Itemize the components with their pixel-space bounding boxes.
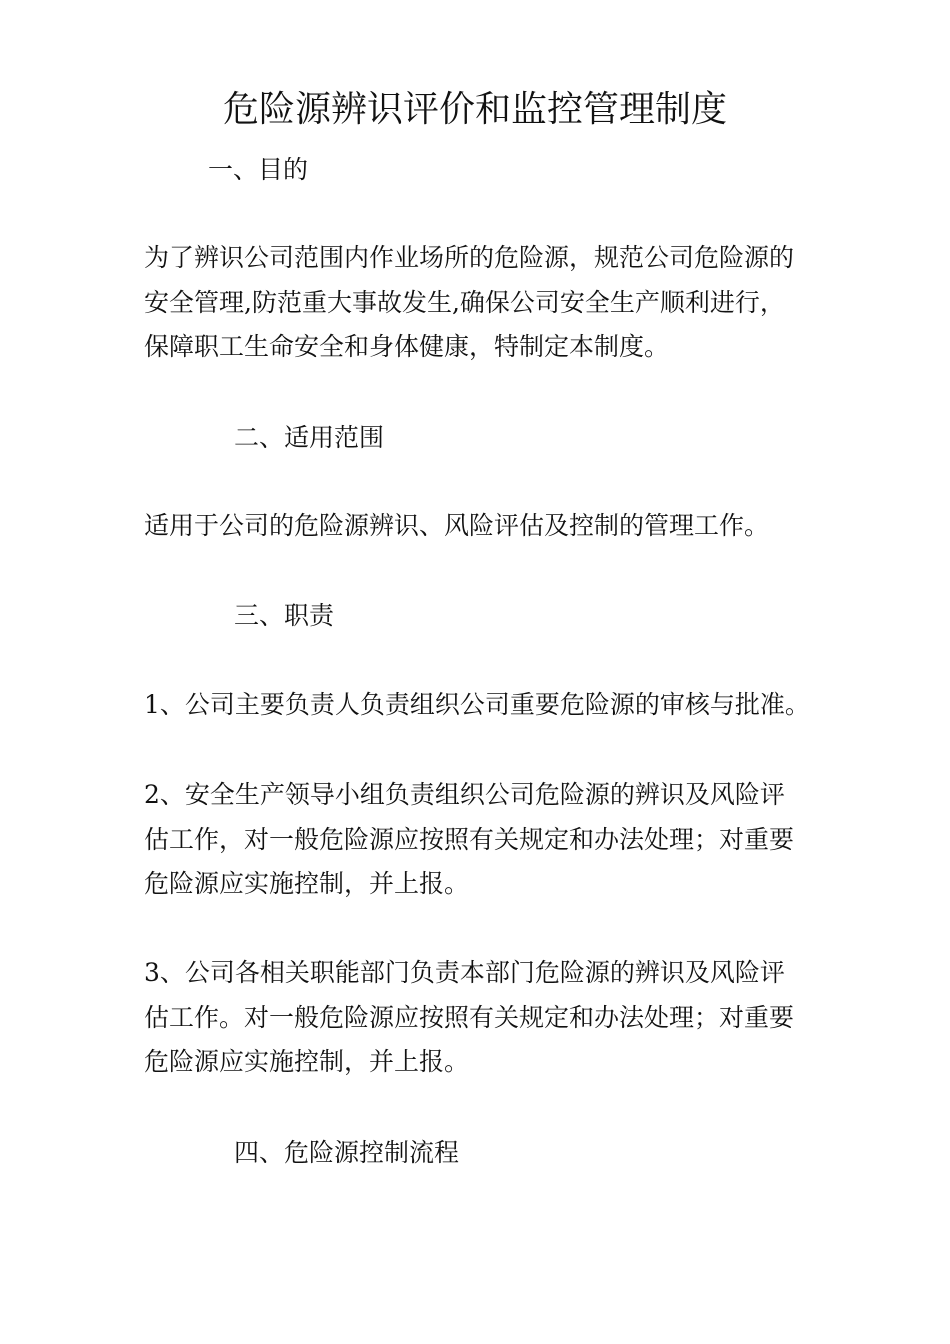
paragraph-line: 估工作，对一般危险源应按照有关规定和办法处理；对重要 [144, 824, 795, 854]
paragraph-line: 3、公司各相关职能部门负责本部门危险源的辨识及风险评 [144, 958, 785, 987]
section-heading-duties: 三、职责 [234, 601, 335, 630]
section-heading-scope: 二、适用范围 [234, 423, 385, 452]
section-heading-purpose: 一、目的 [208, 155, 309, 184]
paragraph-duty-3 [144, 951, 814, 1085]
paragraph-line: 2、安全生产领导小组负责组织公司危险源的辨识及风险评 [144, 780, 785, 809]
paragraph-line: 安全管理,防范重大事故发生,确保公司安全生产顺利进行， [144, 287, 785, 317]
paragraph-scope [144, 504, 814, 549]
paragraph-line: 保障职工生命安全和身体健康，特制定本制度。 [144, 332, 670, 361]
paragraph-duty-2 [144, 773, 814, 907]
paragraph-duty-1 [144, 683, 814, 728]
paragraph-line: 估工作。对一般危险源应按照有关规定和办法处理；对重要 [144, 1002, 795, 1032]
paragraph-purpose [144, 236, 814, 370]
paragraph-line: 为了辨识公司范围内作业场所的危险源，规范公司危险源的 [144, 243, 795, 272]
paragraph-line: 1、公司主要负责人负责组织公司重要危险源的审核与批准。 [144, 690, 810, 719]
paragraph-line: 危险源应实施控制，并上报。 [144, 1047, 470, 1076]
paragraph-line: 适用于公司的危险源辨识、风险评估及控制的管理工作。 [144, 511, 770, 540]
paragraph-line: 危险源应实施控制，并上报。 [144, 869, 470, 898]
document-title: 危险源辨识评价和监控管理制度 [222, 89, 727, 130]
section-heading-control-process: 四、危险源控制流程 [234, 1138, 460, 1167]
